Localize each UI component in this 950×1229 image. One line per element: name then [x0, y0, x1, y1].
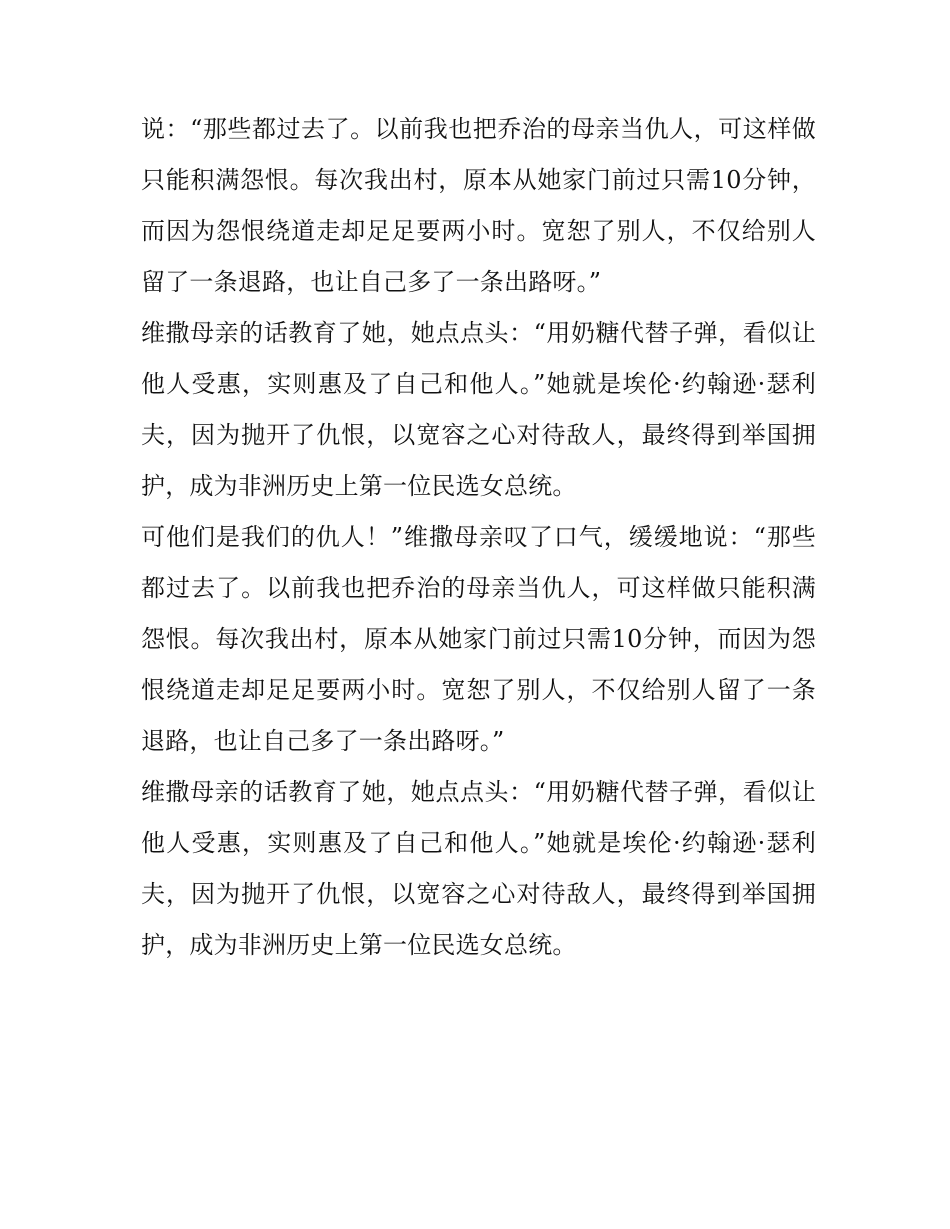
paragraph-4: 维撒母亲的话教育了她，她点点头：“用奶糖代替子弹，看似让他人受惠，实则惠及了自己和他人。”她就是埃伦·约翰逊·瑟利夫，因为抛开了仇恨，以宽容之心对待敌人，最终得到举国拥护，成为非洲历史上第一位民选女总统。: [141, 778, 816, 959]
document-body: [141, 104, 816, 971]
paragraph-3: 可他们是我们的仇人！”维撒母亲叹了口气，缓缓地说：“那些都过去了。以前我也把乔治的母亲当仇人，可这样做只能积满怨恨。每次我出村，原本从她家门前过只需10分钟，而因为怨恨绕道走却足足要两小时。宽恕了别人，不仅给别人留了一条退路，也让自己多了一条出路呀。”: [141, 523, 816, 755]
paragraph-2: 维撒母亲的话教育了她，她点点头：“用奶糖代替子弹，看似让他人受惠，实则惠及了自己和他人。”她就是埃伦·约翰逊·瑟利夫，因为抛开了仇恨，以宽容之心对待敌人，最终得到举国拥护，成为非洲历史上第一位民选女总统。: [141, 319, 816, 500]
paragraph-1: 说：“那些都过去了。以前我也把乔治的母亲当仇人，可这样做只能积满怨恨。每次我出村，原本从她家门前过只需10分钟，而因为怨恨绕道走却足足要两小时。宽恕了别人，不仅给别人留了一条退路，也让自己多了一条出路呀。”: [141, 115, 816, 296]
